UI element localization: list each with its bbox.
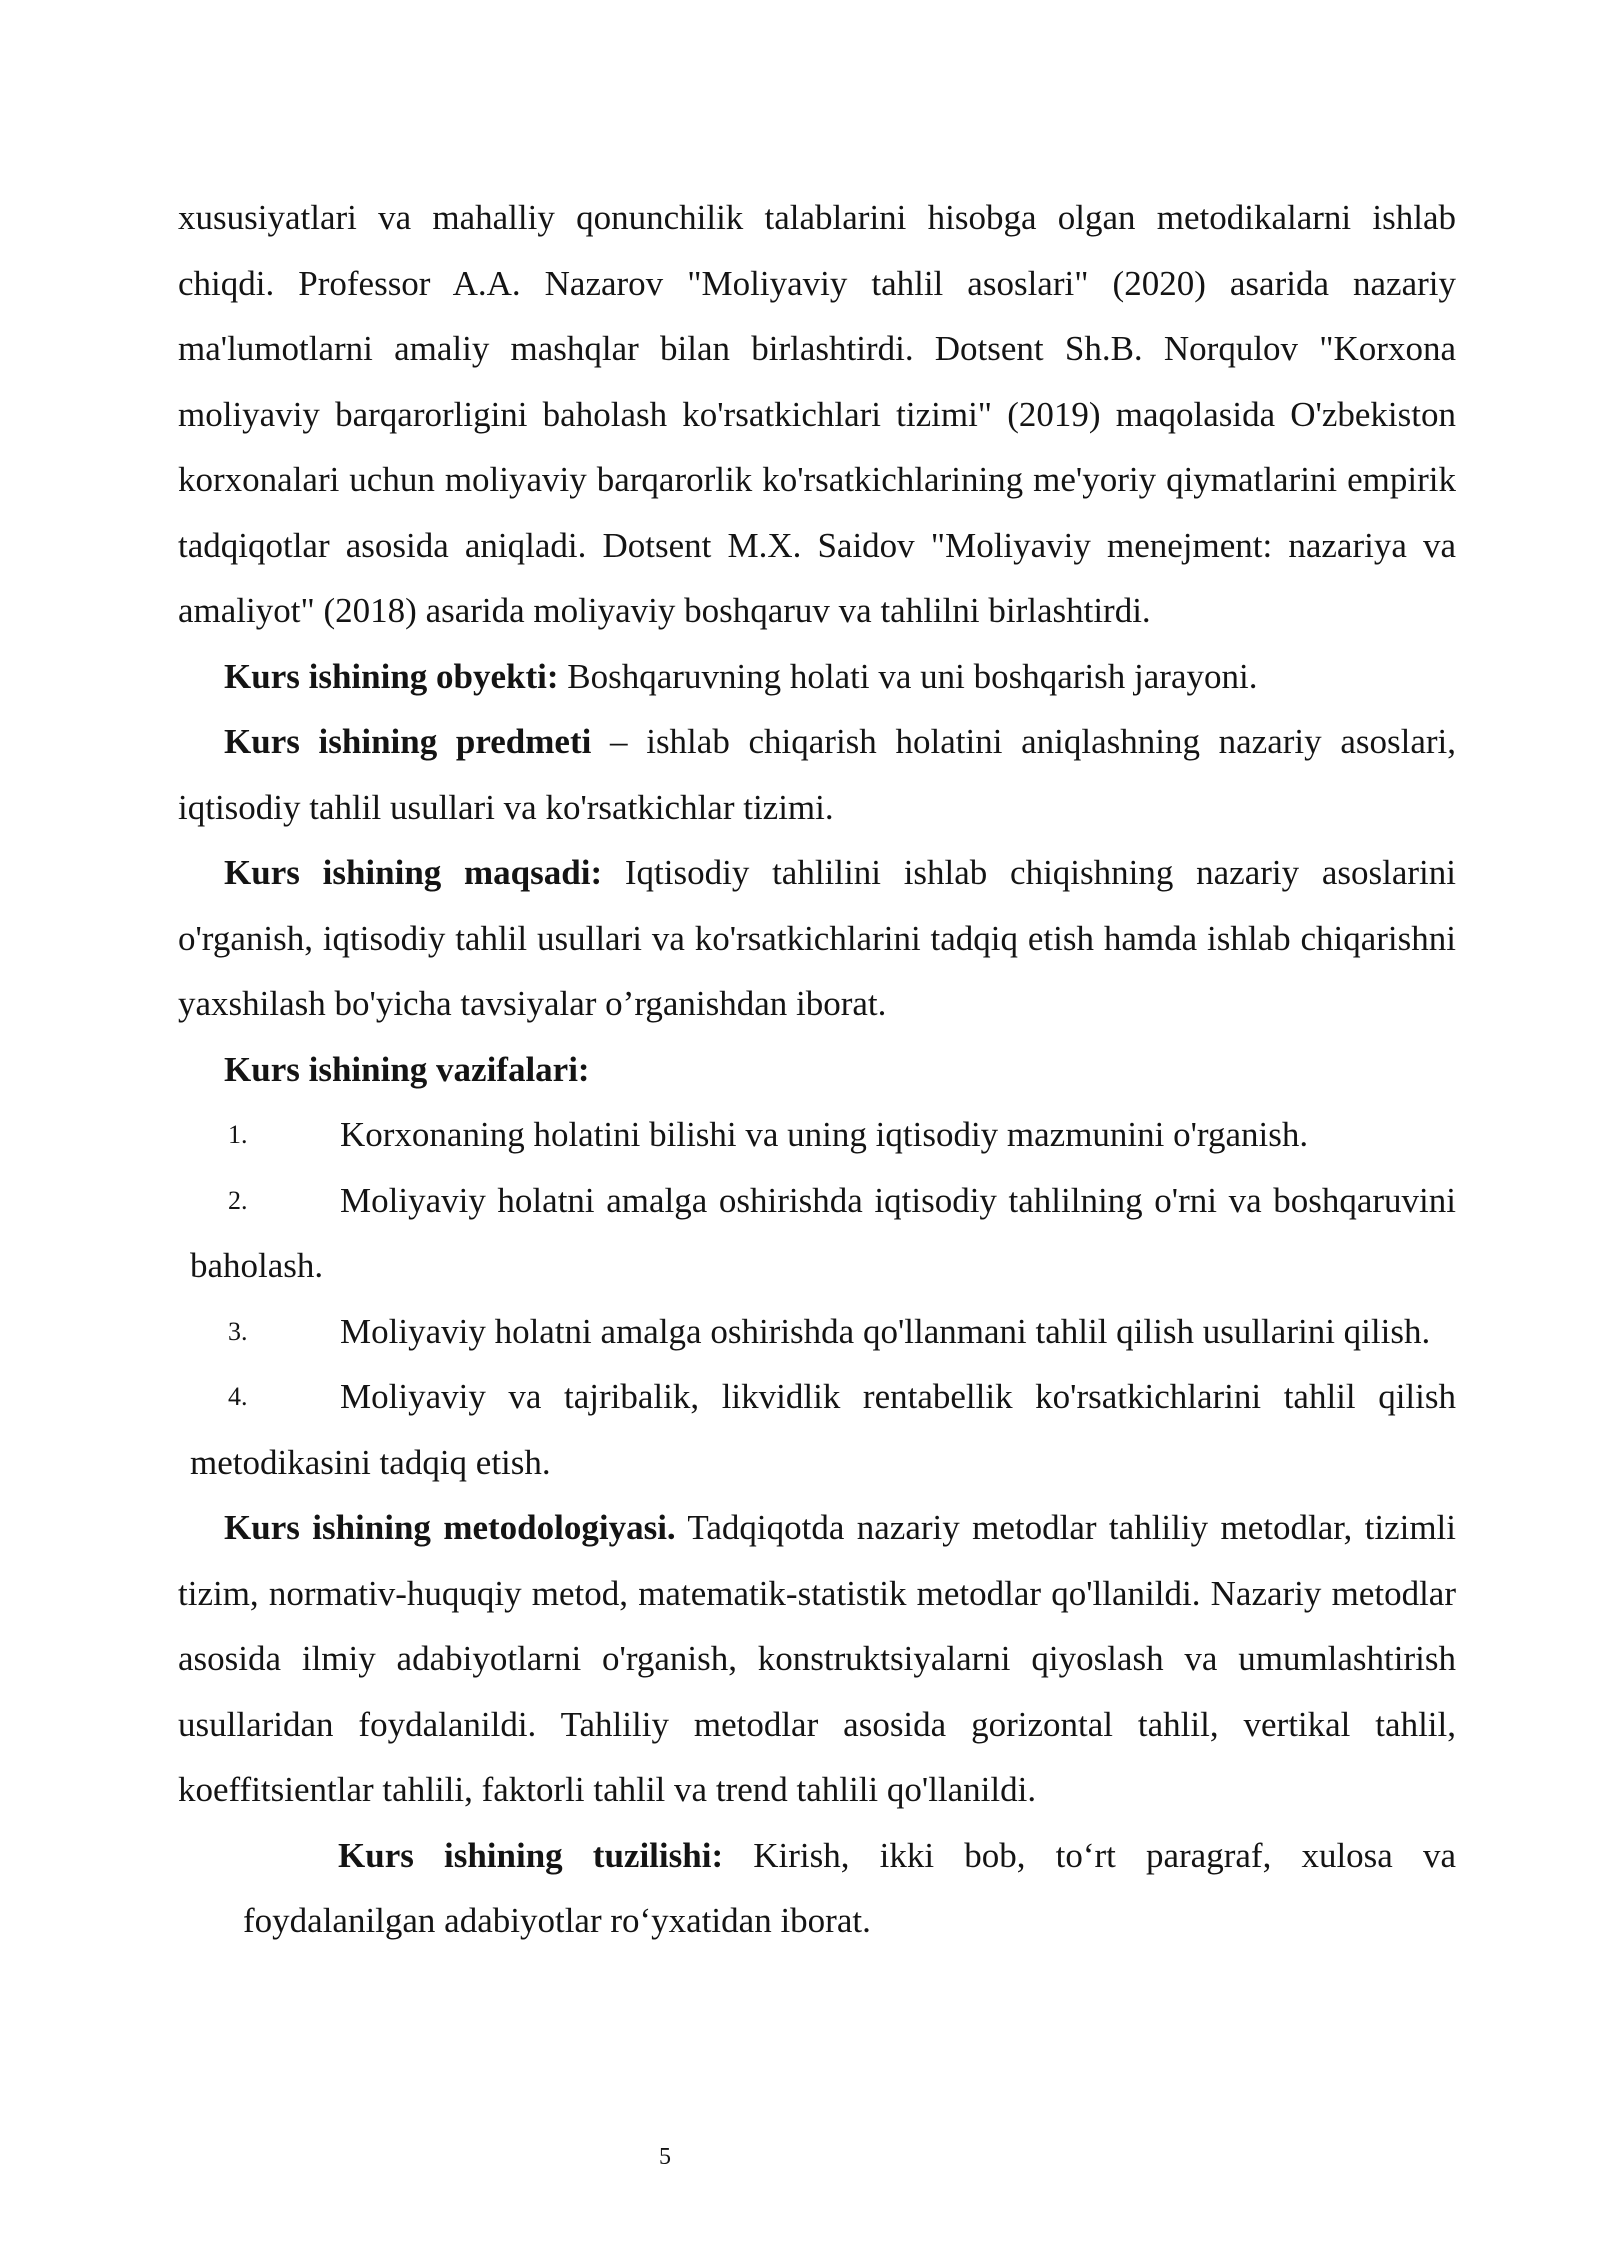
object-label: Kurs ishining obyekti:: [224, 656, 559, 696]
tasks-label: Kurs ishining vazifalari:: [224, 1049, 590, 1089]
list-item-number: 1.: [228, 1120, 248, 1149]
methodology-text: Tadqiqotda nazariy metodlar tahliliy metodlar, tizimli tizim, normativ-huquqiy metod, matematik-statistik metodlar qo'llanildi. Nazariy metodlar asosida ilmiy adabiyotlarni o'rganish, konstruktsiyalarni qiyoslash va umumlashtirish usullaridan foydalanildi. Tahliliy metodlar asosida gorizontal tahlil, vertikal tahlil, koeffitsientlar tahlili, faktorli tahlil va trend tahlili qo'llanildi.: [178, 1508, 1456, 1809]
list-item-text: Moliyaviy holatni amalga oshirishda iqtisodiy tahlilning o'rni va boshqaruvini baholash.: [190, 1180, 1456, 1285]
tasks-heading: [178, 1037, 1456, 1103]
list-item-number: 4.: [228, 1382, 248, 1411]
goal-text: Iqtisodiy tahlilini ishlab chiqishning nazariy asoslarini o'rganish, iqtisodiy tahlil usullari va ko'rsatkichlarini tadqiq etish hamda ishlab chiqarishni yaxshilash bo'yicha tavsiyalar o’rganishdan iborat.: [178, 853, 1456, 1023]
subject-paragraph: [178, 709, 1456, 840]
structure-block: [243, 1823, 1456, 1954]
tasks-list: [178, 1102, 1456, 1495]
list-item-number: 3.: [228, 1316, 248, 1346]
list-item-number: 2.: [228, 1185, 248, 1215]
structure-label: Kurs ishining tuzilishi:: [338, 1835, 724, 1875]
subject-label: Kurs ishining predmeti: [224, 722, 592, 761]
list-item: [178, 1299, 1456, 1365]
list-item: [178, 1168, 1456, 1299]
list-item-text: Moliyaviy va tajribalik, likvidlik rentabellik ko'rsatkichlarini tahlil qilish metodikasini tadqiq etish.: [190, 1377, 1456, 1482]
list-item-text: Moliyaviy holatni amalga oshirishda qo'llanmani tahlil qilish usullarini qilish.: [340, 1311, 1431, 1351]
structure-paragraph: [243, 1823, 1456, 1954]
intro-paragraph: xususiyatlari va mahalliy qonunchilik talablarini hisobga olgan metodikalarni ishlab chiqdi. Professor A.A. Nazarov "Moliyaviy tahlil asoslari" (2020) asarida nazariy ma'lumotlarni amaliy mashqlar bilan birlashtirdi. Dotsent Sh.B. Norqulov "Korxona moliyaviy barqarorligini baholash ko'rsatkichlari tizimi" (2019) maqolasida O'zbekiston korxonalari uchun moliyaviy barqarorlik ko'rsatkichlarining me'yoriy qiymatlarini empirik tadqiqotlar asosida aniqladi. Dotsent M.X. Saidov "Moliyaviy menejment: nazariya va amaliyot" (2018) asarida moliyaviy boshqaruv va tahlilni birlashtirdi.: [178, 198, 1456, 630]
list-item-text: Korxonaning holatini bilishi va uning iqtisodiy mazmunini o'rganish.: [340, 1115, 1309, 1154]
structure-text: Kirish, ikki bob, to‘rt paragraf, xulosa va foydalanilgan adabiyotlar ro‘yxatidan iborat.: [243, 1835, 1456, 1940]
methodology-paragraph: [178, 1495, 1456, 1823]
list-item: [178, 1364, 1456, 1495]
subject-text: – ishlab chiqarish holatini aniqlashning nazariy asoslari, iqtisodiy tahlil usullari va ko'rsatkichlar tizimi.: [178, 722, 1456, 827]
object-paragraph: [178, 644, 1456, 710]
document-body: [178, 185, 1456, 1954]
object-text: Boshqaruvning holati va uni boshqarish jarayoni.: [558, 656, 1258, 696]
page-number: 5: [659, 2144, 671, 2170]
methodology-label: Kurs ishining metodologiyasi.: [224, 1508, 676, 1547]
goal-paragraph: [178, 840, 1456, 1037]
goal-label: Kurs ishining maqsadi:: [224, 853, 603, 892]
list-item: [178, 1102, 1456, 1168]
